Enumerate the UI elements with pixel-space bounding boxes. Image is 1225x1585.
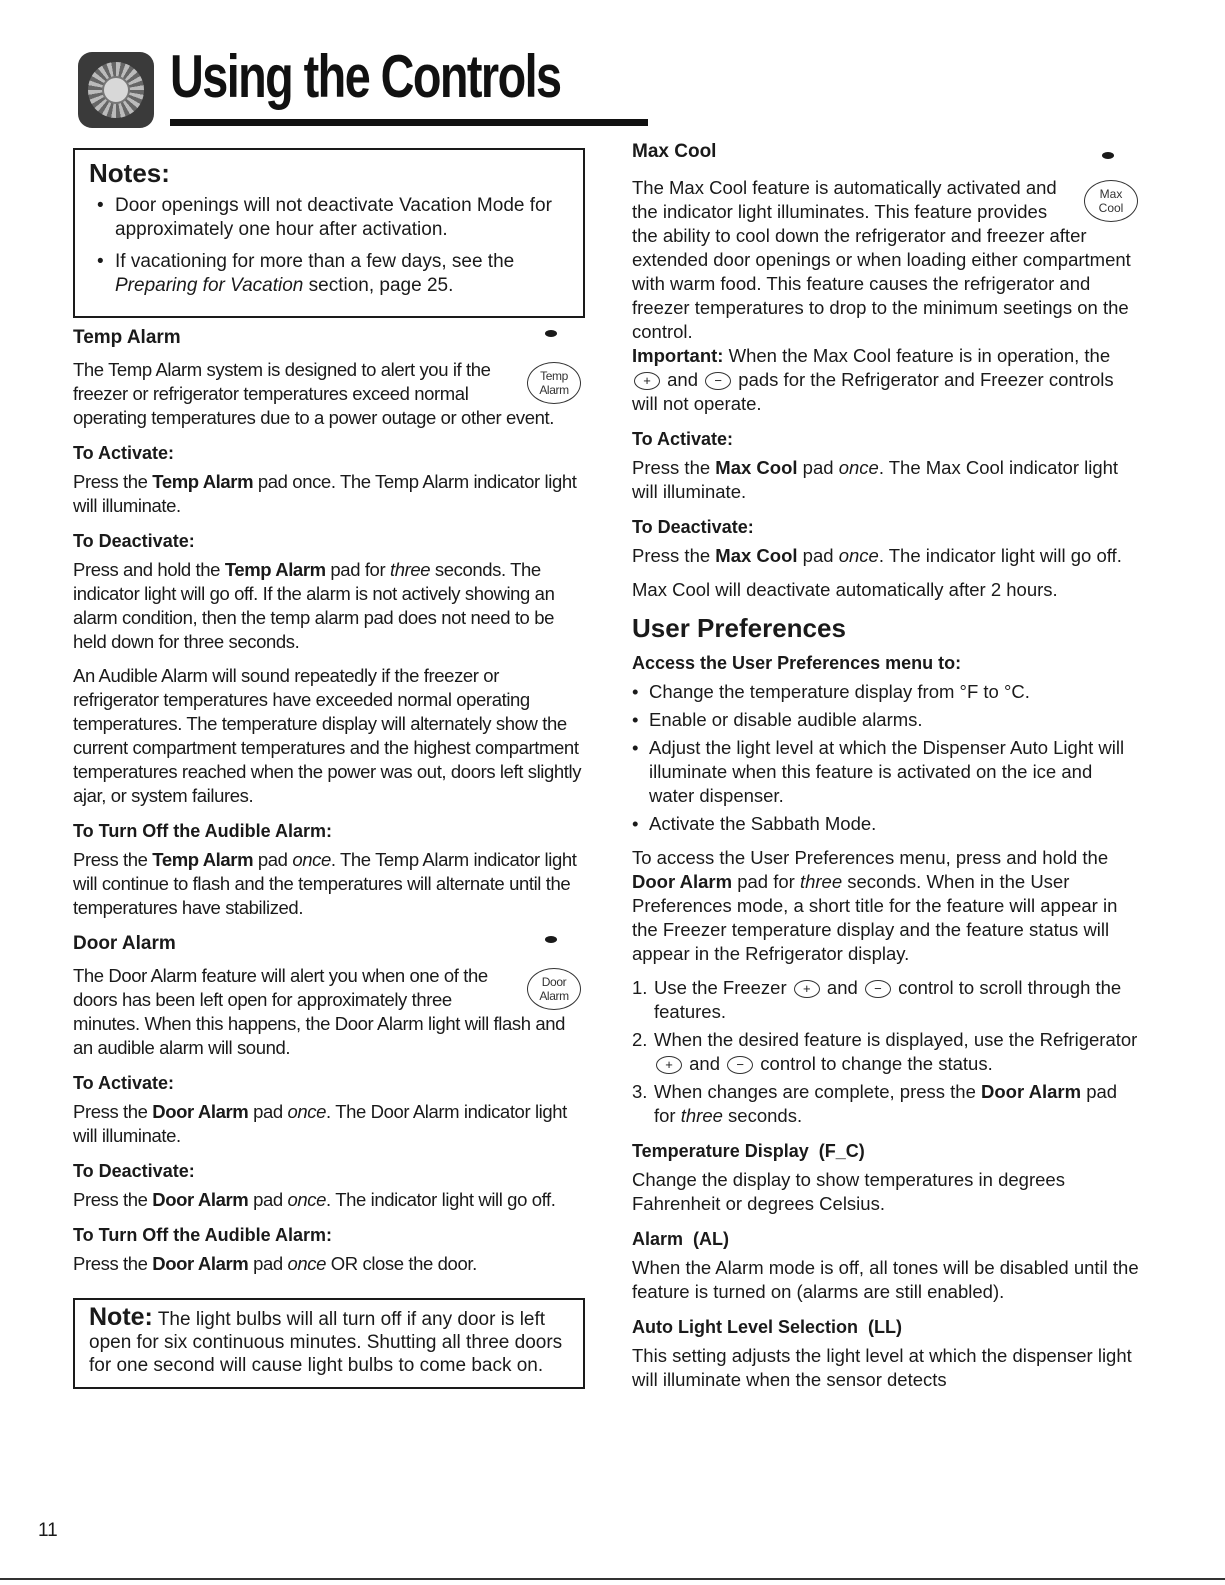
temp-display-text: Change the display to show temperatures in degrees Fahrenheit or degrees Celsius.	[632, 1169, 1065, 1214]
text-run: pad	[797, 457, 839, 478]
step-item	[632, 976, 1142, 1024]
text-run: . The Max Cool indicator light will illuminate.	[632, 457, 1119, 502]
pad-name: Temp Alarm	[152, 471, 254, 492]
auto-light-text: This setting adjusts the light level at which the dispenser light will illuminate when the sensor detects	[632, 1345, 1132, 1390]
temp-alarm-intro-text: The Temp Alarm system is designed to alert you if the freezer or refrigerator temperatures exceed normal operating temperatures due to a power outage or other event.	[73, 359, 554, 428]
max-cool-auto-off: Max Cool will deactivate automatically after 2 hours.	[632, 579, 1058, 600]
text-run: To access the User Preferences menu, press and hold the	[632, 847, 1109, 868]
step-number: 2.	[632, 1029, 648, 1050]
temp-alarm-activate-text	[73, 470, 585, 518]
control-dial-icon	[78, 52, 154, 128]
emphasis: once	[287, 1101, 327, 1122]
pad-name: Temp Alarm	[152, 849, 254, 870]
door-alarm-deactivate-heading: To Deactivate:	[73, 1161, 195, 1181]
text-run: . The Temp Alarm indicator light will continue to flash and the temperatures will alternate until the temperatures have stabilized.	[73, 849, 577, 918]
text-run: seconds.	[722, 1105, 803, 1126]
emphasis: once	[838, 545, 879, 566]
door-alarm-heading-text: Door Alarm	[73, 933, 176, 954]
text-run: pad once. The Temp Alarm indicator light will illuminate.	[73, 471, 577, 516]
text-run: Press the	[73, 1253, 153, 1274]
left-column	[73, 148, 585, 1389]
temp-alarm-turnoff-heading: To Turn Off the Audible Alarm:	[73, 821, 332, 841]
alarm-mode-heading: Alarm (AL)	[632, 1229, 730, 1249]
max-cool-important	[632, 344, 1142, 416]
text-run: pad	[248, 1253, 288, 1274]
list-item: • Adjust the light level at which the Dispenser Auto Light will illuminate when this feature is activated on the ice and water dispenser.	[632, 736, 1142, 808]
temp-alarm-deactivate-text	[73, 558, 585, 654]
max-cool-deactivate-text	[632, 544, 1142, 568]
pad-name: Door Alarm	[152, 1253, 249, 1274]
minus-pad-icon: −	[705, 372, 731, 390]
note-label: Note:	[89, 1303, 153, 1331]
text-run: pad for	[325, 559, 390, 580]
text-run: . The Door Alarm indicator light will illuminate.	[73, 1101, 567, 1146]
user-prefs-bullets	[632, 680, 1142, 836]
text-run: control to change the status.	[755, 1053, 993, 1074]
door-alarm-activate-heading: To Activate:	[73, 1073, 175, 1093]
emphasis: once	[838, 457, 879, 478]
temp-alarm-heading	[73, 326, 585, 350]
text-run: Press the	[632, 545, 716, 566]
max-cool-pad-line2: Cool	[1098, 201, 1124, 215]
max-cool-heading-text: Max Cool	[632, 141, 717, 162]
text-run: . The indicator light will go off.	[326, 1189, 556, 1210]
access-menu-text	[632, 846, 1142, 966]
emphasis: three	[799, 871, 843, 892]
text-run: and	[662, 369, 704, 390]
text-run: pad	[797, 545, 839, 566]
minus-pad-icon: −	[865, 980, 891, 998]
emphasis: three	[389, 559, 431, 580]
notes-item	[89, 250, 571, 298]
notes-list	[89, 194, 571, 298]
text-run: pad	[253, 849, 293, 870]
door-alarm-pad-line2: Alarm	[539, 989, 569, 1003]
user-preferences-heading: User Preferences	[632, 613, 846, 643]
text-run: Press the	[73, 1189, 153, 1210]
text-run: pad for	[654, 1081, 1118, 1126]
pad-name: Max Cool	[715, 457, 798, 478]
page-title: Using the Controls	[170, 43, 561, 110]
temp-alarm-turnoff-text	[73, 848, 585, 920]
max-cool-pad-line1: Max	[1099, 187, 1123, 201]
max-cool-pad-icon	[1084, 180, 1138, 222]
list-item: • Enable or disable audible alarms.	[632, 708, 1142, 732]
text-run: pad	[248, 1189, 288, 1210]
text-run: pad	[248, 1101, 288, 1122]
title-underline	[170, 119, 648, 126]
door-alarm-activate-text	[73, 1100, 585, 1148]
door-alarm-pad-icon	[527, 968, 581, 1010]
text-run: . The indicator light will go off.	[878, 545, 1122, 566]
notes-box	[73, 148, 585, 318]
note-text: The light bulbs will all turn off if any door is left open for six continuous minutes. Shutting all three doors for one second will cause light bulbs to come back on.	[89, 1309, 563, 1376]
step-number: 1.	[632, 977, 648, 998]
list-item: • Change the temperature display from °F to °C.	[632, 680, 1142, 704]
text-run: Press the	[73, 849, 153, 870]
pad-name: Door Alarm	[632, 871, 733, 892]
temp-alarm-pad-line2: Alarm	[539, 383, 569, 397]
text-run: When the Max Cool feature is in operation, the	[723, 345, 1111, 366]
note-box	[73, 1298, 585, 1389]
alarm-mode-text: When the Alarm mode is off, all tones will be disabled until the feature is turned on (alarms are still enabled).	[632, 1257, 1139, 1302]
text-run: seconds. When in the User Preferences mode, a short title for the feature will appear in the Freezer temperature display and the feature status will appear in the Refrigerator display.	[632, 871, 1118, 964]
text-run: control to scroll through the features.	[654, 977, 1122, 1022]
temp-alarm-deactivate-heading: To Deactivate:	[73, 531, 195, 551]
text-run: Press the	[632, 457, 716, 478]
door-alarm-pad-line1: Door	[541, 975, 567, 989]
plus-pad-icon: +	[656, 1056, 682, 1074]
page-header	[78, 42, 578, 134]
text-run: When the desired feature is displayed, use the Refrigerator	[654, 1029, 1138, 1050]
text-run: pads for the Refrigerator and Freezer controls will not operate.	[632, 369, 1114, 414]
pad-name: Door Alarm	[981, 1081, 1082, 1102]
temp-display-heading: Temperature Display (F_C)	[632, 1141, 865, 1161]
text-run: Press and hold the	[73, 559, 225, 580]
temp-alarm-pad-line1: Temp	[540, 369, 568, 383]
max-cool-activate-text	[632, 456, 1142, 504]
temp-alarm-heading-text: Temp Alarm	[73, 327, 181, 348]
text-run: OR close the door.	[326, 1253, 477, 1274]
door-alarm-intro-text: The Door Alarm feature will alert you when one of the doors has been left open for approximately three minutes. When this happens, the Door Alarm light will flash and an audible alarm will sound.	[73, 965, 566, 1058]
notes-title: Notes:	[89, 158, 170, 188]
text-run: pad for	[732, 871, 800, 892]
pad-name: Temp Alarm	[224, 559, 326, 580]
step-item	[632, 1028, 1142, 1076]
text-run: Press the	[73, 471, 153, 492]
auto-light-heading: Auto Light Level Selection (LL)	[632, 1317, 902, 1337]
pad-name: Max Cool	[715, 545, 798, 566]
notes-item-tail: section, page 25.	[303, 275, 454, 296]
steps-list	[632, 976, 1142, 1128]
door-alarm-heading	[73, 932, 585, 956]
max-cool-activate-heading: To Activate:	[632, 429, 734, 449]
emphasis: once	[292, 849, 331, 870]
temp-alarm-pad-icon	[527, 362, 581, 404]
vacation-section-ref: Preparing for Vacation	[115, 275, 304, 296]
important-label: Important:	[632, 345, 724, 366]
list-item: • Activate the Sabbath Mode.	[632, 812, 1142, 836]
plus-pad-icon: +	[634, 372, 660, 390]
text-run: and	[684, 1053, 726, 1074]
right-column	[632, 140, 1142, 1402]
text-run: and	[821, 977, 863, 998]
door-alarm-turnoff-text	[73, 1252, 585, 1276]
temp-alarm-intro	[73, 358, 585, 430]
max-cool-intro	[632, 176, 1142, 344]
text-run: When changes are complete, press the	[654, 1081, 982, 1102]
notes-item-text: If vacationing for more than a few days, see the	[115, 251, 515, 272]
max-cool-deactivate-heading: To Deactivate:	[632, 517, 754, 537]
access-menu-heading: Access the User Preferences menu to:	[632, 653, 962, 673]
page-number: 11	[38, 1520, 58, 1541]
temp-alarm-activate-heading: To Activate:	[73, 443, 175, 463]
text-run: seconds. The indicator light will go off. If the alarm is not actively showing an alarm condition, then the temp alarm pad does not need to be held down for three seconds.	[73, 559, 555, 652]
emphasis: once	[287, 1253, 327, 1274]
step-number: 3.	[632, 1081, 648, 1102]
step-item	[632, 1080, 1142, 1128]
pad-name: Door Alarm	[152, 1189, 249, 1210]
door-alarm-deactivate-text	[73, 1188, 585, 1212]
audible-alarm-text: An Audible Alarm will sound repeatedly if the freezer or refrigerator temperatures have exceeded normal operating temperatures. The temperature display will alternately show the current compartment temperatures and the highest compartment temperatures reached when the power was out, doors left slightly ajar, or system failures.	[73, 665, 582, 806]
text-run: Press the	[73, 1101, 153, 1122]
door-alarm-turnoff-heading: To Turn Off the Audible Alarm:	[73, 1225, 332, 1245]
page-bottom-rule	[0, 1578, 1225, 1580]
emphasis: once	[287, 1189, 327, 1210]
notes-item: • Door openings will not deactivate Vacation Mode for approximately one hour after activation.	[89, 194, 571, 242]
max-cool-intro-text: The Max Cool feature is automatically activated and the indicator light illuminates. This feature provides the ability to cool down the refrigerator and freezer after extended door openings or when loading either compartment with warm food. This feature causes the refrigerator and freezer temperatures to drop to the minimum seetings on the control.	[632, 177, 1131, 342]
text-run: Use the Freezer	[654, 977, 792, 998]
indicator-dot-icon	[1102, 152, 1114, 159]
pad-name: Door Alarm	[152, 1101, 249, 1122]
indicator-dot-icon	[545, 936, 557, 943]
door-alarm-intro	[73, 964, 585, 1060]
minus-pad-icon: −	[727, 1056, 753, 1074]
emphasis: three	[680, 1105, 723, 1126]
max-cool-heading	[632, 140, 1142, 164]
plus-pad-icon: +	[794, 980, 820, 998]
indicator-dot-icon	[545, 330, 557, 337]
